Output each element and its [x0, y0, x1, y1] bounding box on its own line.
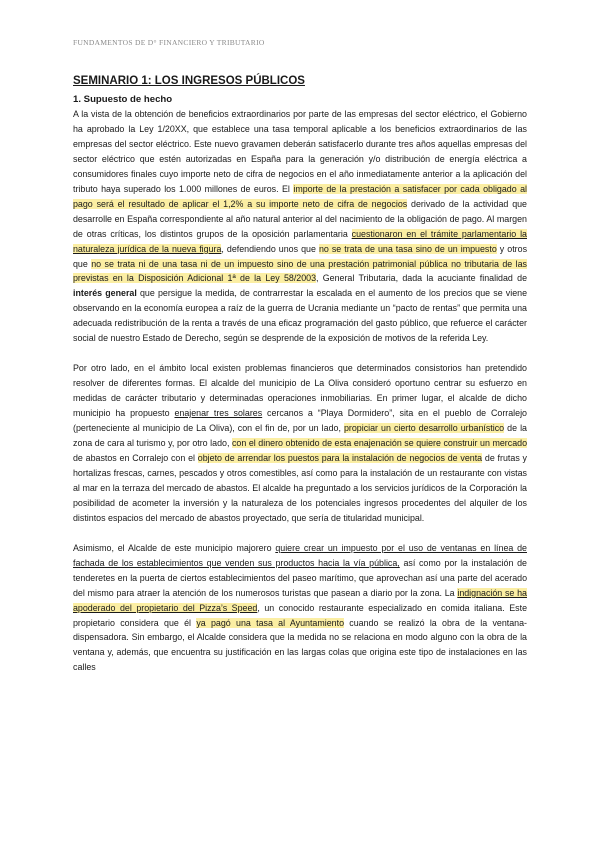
text-run: y otros que — [73, 243, 528, 269]
highlighted-text: importe de la prestación a satisfacer por cada obligado al pago será el resultado de aplicar el 1,2% a su importe neto de cifra de negocios — [73, 183, 527, 209]
bold-text: interés general — [73, 288, 137, 299]
document-title: SEMINARIO 1: LOS INGRESOS PÚBLICOS — [73, 75, 305, 87]
text-run: así como por la instalación de tenderetes en la puerta de ciertos establecimientos del paseo marítimo, que aprovechan así una parte del acerado del mismo para atraer la atención de los numerosos turistas que pasean a diario por la zona. La — [73, 557, 527, 598]
text-run: cuando se realizó la obra de la ventana-dispensadora. Sin embargo, el Alcalde considera que la medida no se relaciona en modo alguno con la obra de la ventana y, además, que encuentra su justificación en las largas colas que origina este tipo de instalaciones en las calles — [73, 617, 527, 673]
section-heading: 1. Supuesto de hecho — [73, 94, 173, 105]
highlighted-text: ya pagó una tasa al Ayuntamiento — [196, 617, 345, 628]
highlighted-text: propiciar un cierto desarrollo urbanístico — [343, 423, 505, 434]
text-run: , un conocido restaurante especializado en comida italiana. Este propietario considera que él — [73, 602, 528, 628]
highlighted-underlined-text: indignación se ha apoderado del propietario del Pizza’s Speed — [73, 587, 527, 613]
document-body — [73, 74, 527, 675]
text-run: Asimismo, el Alcalde de este municipio majorero — [73, 542, 276, 553]
text-run: que persigue la medida, de contrarrestar la escalada en el aumento de los precios que se viene observando en la economía europea a raíz de la guerra de Ucrania mediante un “pacto de rentas” que permita una adecuada redistribución de la renta a través de una eficaz programación del gasto público, que refuerce el carácter social de nuestro Estado de Derecho, según se desprende de la exposición de motivos de la referida Ley. — [73, 288, 528, 344]
highlighted-text: no se trata de una tasa sino de un impuesto — [318, 243, 497, 254]
paragraph-1 — [73, 107, 527, 346]
underlined-text: enajenar tres solares — [174, 408, 263, 419]
underlined-text: quiere crear un impuesto por el uso de ventanas en línea de fachada de los establecimientos que venden sus productos hacia la vía pública, — [73, 542, 527, 568]
highlighted-text: no se trata ni de una tasa ni de un impuesto sino de una prestación patrimonial pública no tributaria de las previstas en la Disposición Adicional 1ª de la Ley 58/2003 — [73, 258, 527, 284]
paragraph-3 — [73, 541, 527, 676]
text-run: Por otro lado, en el ámbito local existen problemas financieros que determinados consistorios han pretendido resolver de diferentes formas. El alcalde del municipio de La Oliva consideró oportuno centrar su esfuerzo en medidas de carácter tributario y determinadas operaciones inmobiliarias. En primer lugar, el alcalde de dicho municipio ha propuesto — [73, 363, 527, 419]
text-run: derivado de la actividad que desarrolle en España correspondiente al año natural anterior al del nacimiento de la obligación de pago. Al margen de otras críticas, los distintos grupos de la oposición parlamentaria — [73, 198, 527, 239]
highlighted-text: con el dinero obtenido de esta enajenación se quiere construir un mercado — [231, 438, 528, 449]
running-header: FUNDAMENTOS DE D° FINANCIERO Y TRIBUTARIO — [73, 38, 265, 47]
text-run: de la zona de cara al turismo y, por otro lado, — [73, 423, 527, 449]
text-run: , General Tributaria, dada la acuciante finalidad de — [316, 273, 527, 284]
text-run: cercanos a “Playa Dormidero”, sita en el pueblo de Corralejo (perteneciente al municipio de La Oliva), con el fin de, por un lado, — [73, 408, 527, 434]
text-run: de frutas y hortalizas frescas, carnes, pescados y otros comestibles, así como para la instalación de un restaurante con vistas al mar en la terraza del mercado de abastos. El alcalde ha preguntado a los servicios jurídicos de la Corporación la posibilidad de acometer la inversión y la naturaleza de los potenciales ingresos procedentes del alquiler de los distintos espacios del mercado de abastos proyectado, que sería de titularidad municipal. — [73, 452, 527, 523]
text-run: A la vista de la obtención de beneficios extraordinarios por parte de las empresas del sector eléctrico, el Gobierno ha aprobado la Ley 1/20XX, que establece una tasa temporal aplicable a los beneficios extraordinarios de las empresas del sector eléctrico. Este nuevo gravamen deberán satisfacerlo durante tres años aquellas empresas del sector eléctrico que estén autorizadas en España para la generación y/o distribución de energía eléctrica a consumidores finales cuyo importe neto de cifra de negocios en el año inmediatamente anterior a la aplicación del tributo haya superado los 1.000 millones de euros. El — [73, 109, 527, 194]
highlighted-text: objeto de arrendar los puestos para la instalación de negocios de venta — [197, 452, 483, 463]
paragraph-2 — [73, 361, 527, 525]
text-run: , defendiendo unos que — [221, 243, 319, 254]
text-run: de abastos en Corralejo con el — [73, 452, 198, 463]
highlighted-underlined-text: cuestionaron en el trámite parlamentario la naturaleza jurídica de la nueva figura — [73, 228, 527, 254]
